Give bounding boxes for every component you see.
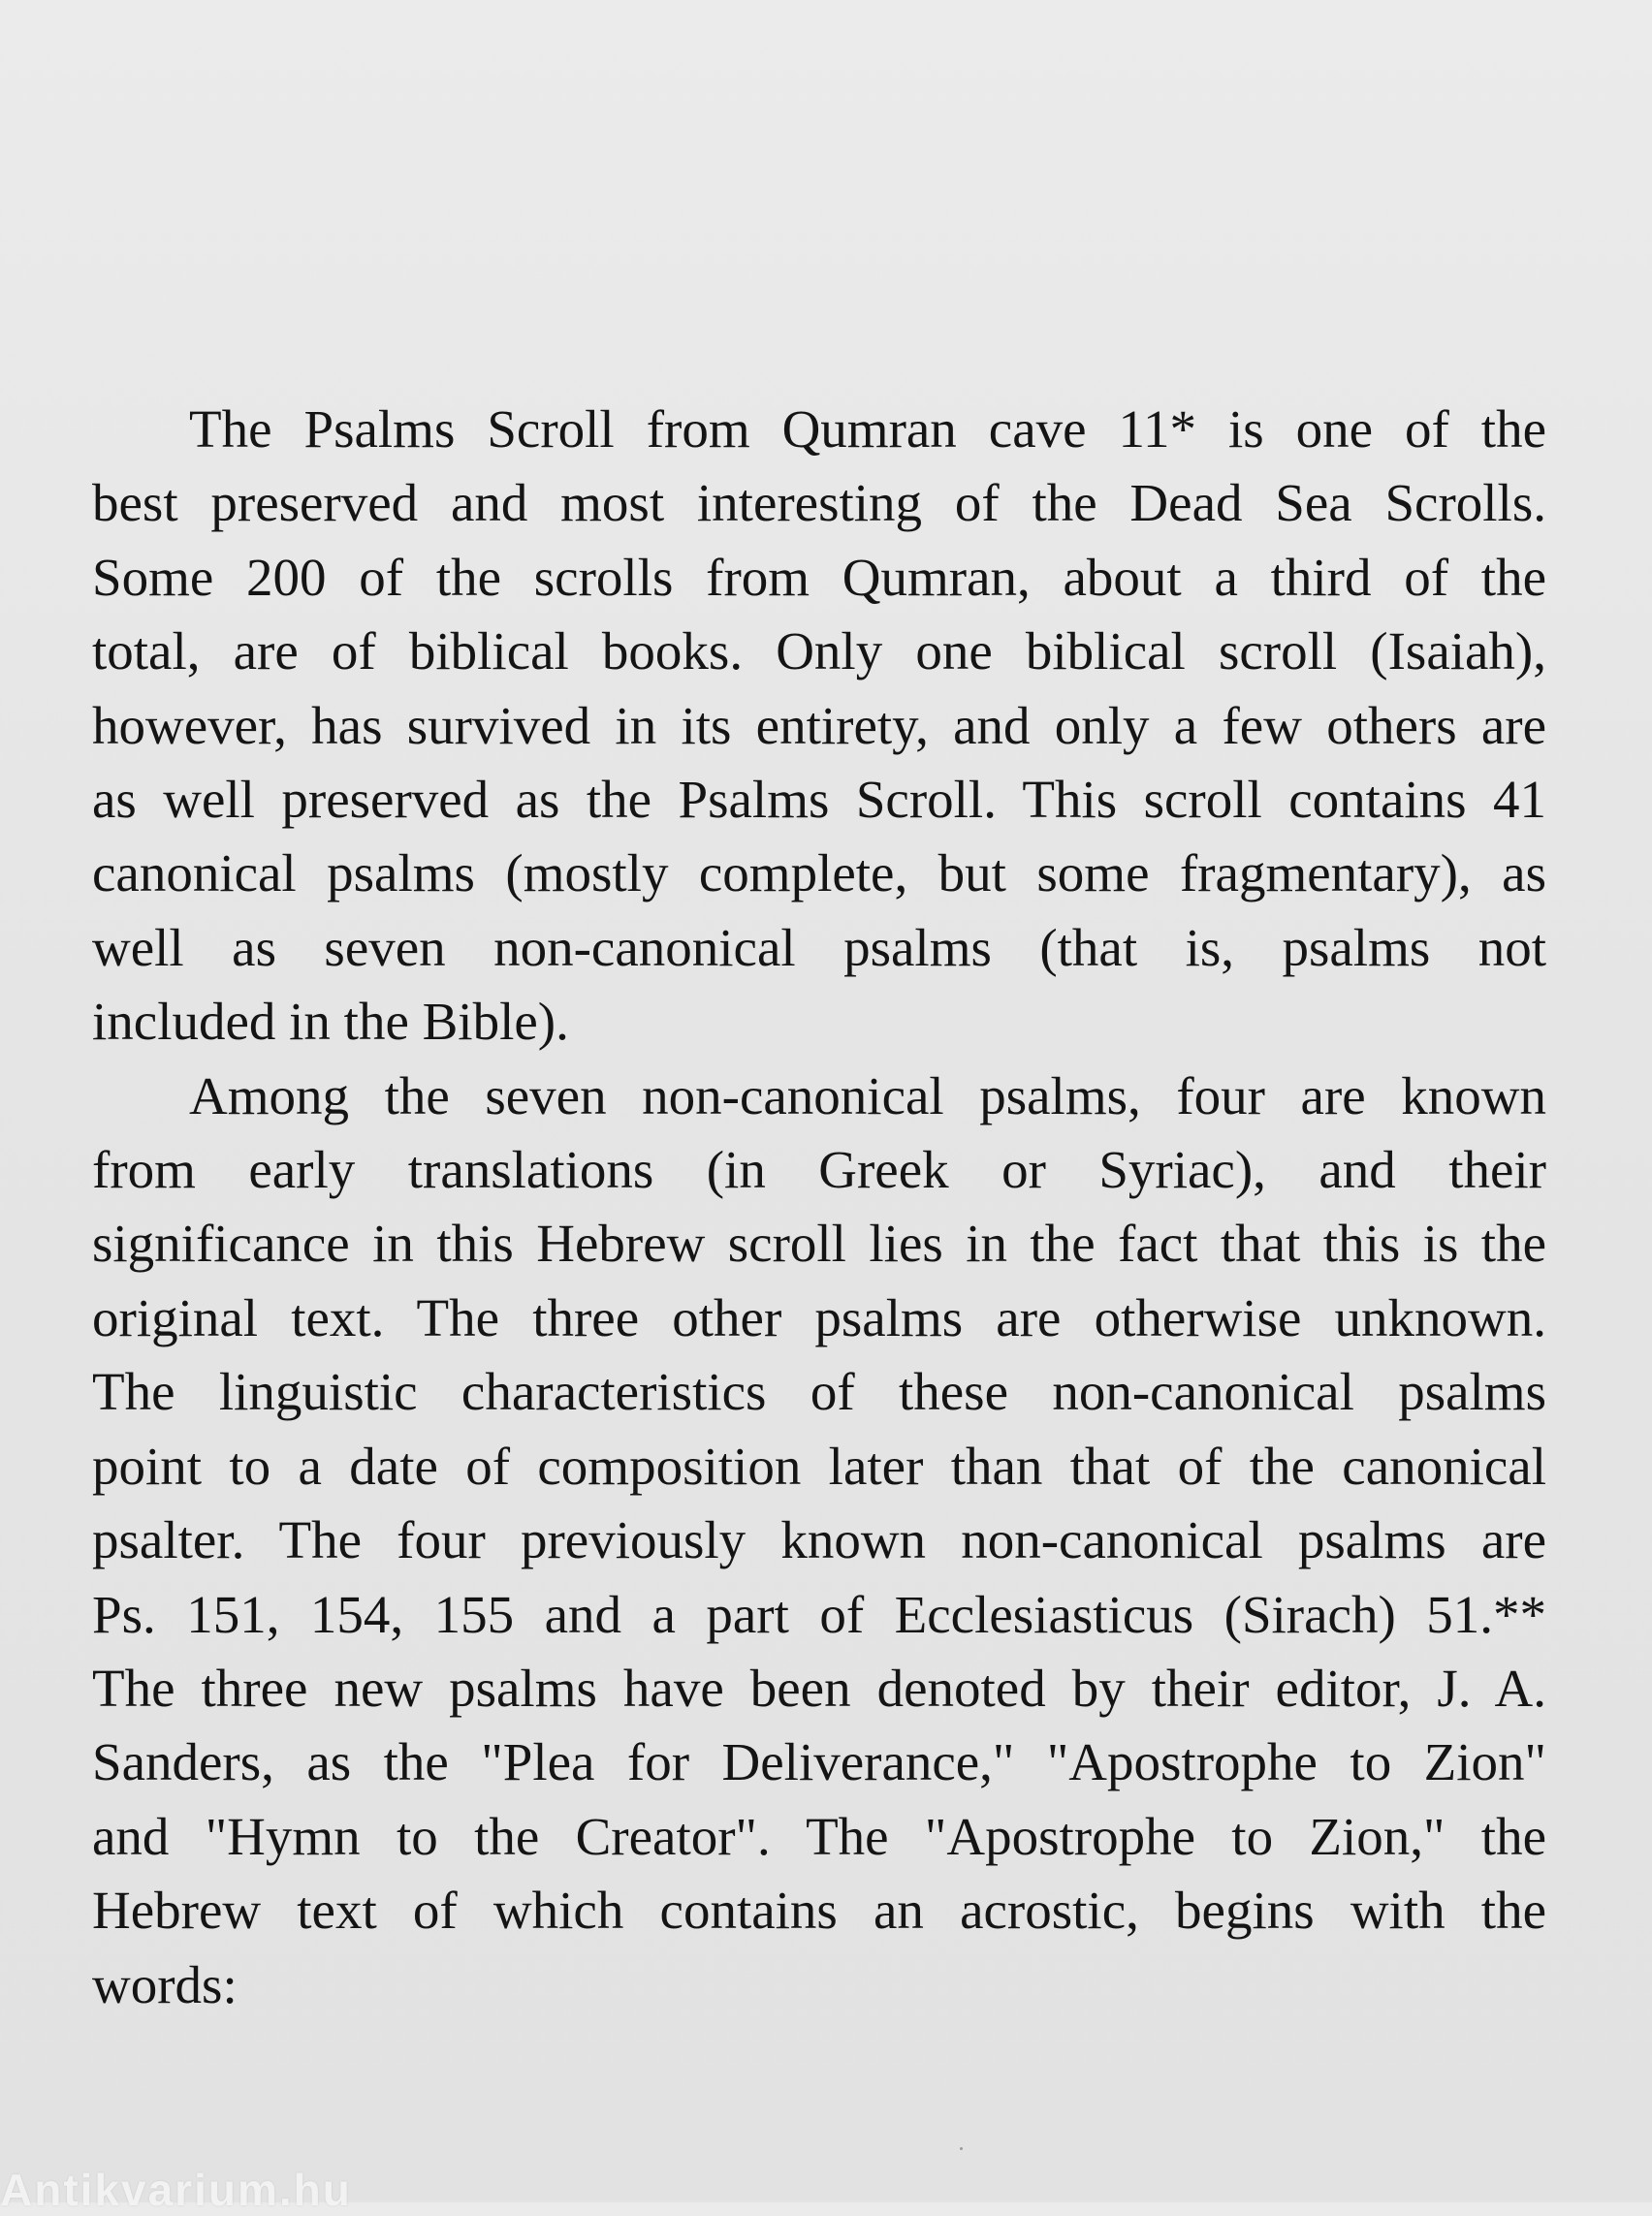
paragraph-1-line-4: total, are of biblical books. Only one biblical scroll (Isaiah), xyxy=(92,621,1546,681)
paragraph-1-line-6: as well preserved as the Psalms Scroll. This scroll contains 41 xyxy=(92,770,1546,830)
paragraph-1-line-8: well as seven non-canonical psalms (that is, psalms not xyxy=(92,917,1546,977)
paragraph-1-line-1: The Psalms Scroll from Qumran cave 11* is one of the xyxy=(189,399,1546,459)
paragraph-1-line-5: however, has survived in its entirety, and only a few others are xyxy=(92,695,1546,755)
paragraph-2-line-12: Hebrew text of which contains an acrostic, begins with the xyxy=(92,1881,1546,1941)
paragraph-1-line-2: best preserved and most interesting of the Dead Sea Scrolls. xyxy=(92,473,1546,533)
paragraph-2-line-5: The linguistic characteristics of these non-canonical psalms xyxy=(92,1362,1546,1422)
paragraph-2-line-1: Among the seven non-canonical psalms, four are known xyxy=(189,1065,1546,1125)
paper-speck xyxy=(960,2147,963,2150)
paragraph-2-line-2: from early translations (in Greek or Syriac), and their xyxy=(92,1140,1546,1200)
paragraph-2-line-3: significance in this Hebrew scroll lies in the fact that this is the xyxy=(92,1214,1546,1274)
watermark: Antikvarium.hu xyxy=(0,2165,352,2215)
paragraph-1-line-9: included in the Bible). xyxy=(92,992,569,1052)
paragraph-1-line-3: Some 200 of the scrolls from Qumran, about a third of the xyxy=(92,547,1546,607)
paragraph-2-line-7: psalter. The four previously known non-canonical psalms are xyxy=(92,1510,1546,1570)
paragraph-2-line-11: and "Hymn to the Creator". The "Apostrophe to Zion," the xyxy=(92,1806,1546,1866)
paragraph-2-line-8: Ps. 151, 154, 155 and a part of Ecclesiasticus (Sirach) 51.** xyxy=(92,1584,1546,1644)
body-text xyxy=(92,393,1546,2022)
paragraph-2-line-10: Sanders, as the "Plea for Deliverance," "Apostrophe to Zion" xyxy=(92,1732,1546,1792)
paragraph-2-line-13: words: xyxy=(92,1954,238,2014)
paragraph-2-line-4: original text. The three other psalms are otherwise unknown. xyxy=(92,1287,1546,1347)
paragraph-1-line-7: canonical psalms (mostly complete, but some fragmentary), as xyxy=(92,843,1546,903)
paragraph-2-line-6: point to a date of composition later than that of the canonical xyxy=(92,1436,1546,1496)
paragraph-2-line-9: The three new psalms have been denoted by their editor, J. A. xyxy=(92,1658,1546,1718)
